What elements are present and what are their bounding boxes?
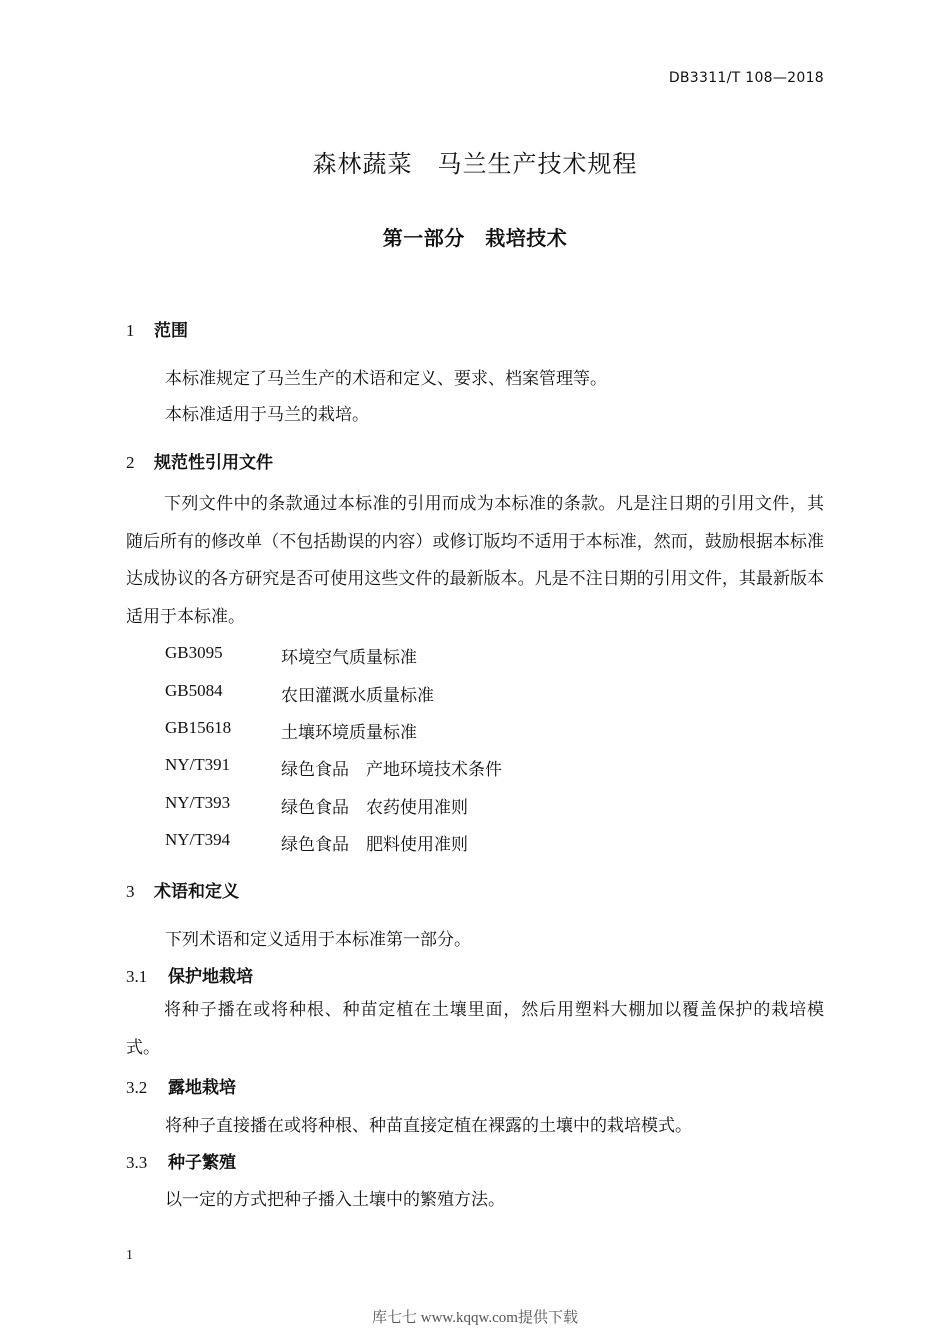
section-title: 规范性引用文件	[154, 453, 273, 473]
reference-title: 土壤环境质量标准	[281, 723, 417, 742]
reference-title: 绿色食品 产地环境技术条件	[281, 760, 502, 779]
reference-code: GB3095	[165, 643, 223, 662]
reference-code: NY/T393	[165, 793, 231, 812]
term-3-3-heading	[126, 1148, 236, 1173]
paragraph: 本标准规定了马兰生产的术语和定义、要求、档案管理等。	[165, 369, 607, 388]
reference-code: GB5084	[165, 681, 223, 700]
page-number: 1	[126, 1248, 133, 1263]
term-number: 3.2	[126, 1078, 148, 1097]
paragraph: 本标准适用于马兰的栽培。	[165, 405, 369, 424]
term-definition: 将种子直接播在或将种根、种苗直接定植在裸露的土壤中的栽培模式。	[165, 1116, 692, 1135]
document-title: 森林蔬菜 马兰生产技术规程	[312, 150, 638, 178]
paragraph: 下列术语和定义适用于本标准第一部分。	[165, 930, 471, 949]
document-subtitle: 第一部分 栽培技术	[382, 226, 568, 250]
section-1-heading	[126, 316, 188, 341]
paragraph: 下列文件中的条款通过本标准的引用而成为本标准的条款。凡是注日期的引用文件，其随后所有的修改单（不包括勘误的内容）或修订版均不适用于本标准，然而，鼓励根据本标准达成协议的各方研究是否可使用这些文件的最新版本。凡是不注日期的引用文件，其最新版本适用于本标准。	[126, 494, 824, 626]
term-title: 露地栽培	[168, 1078, 236, 1098]
section-title: 范围	[154, 321, 188, 341]
section-number: 3	[126, 882, 135, 901]
section-2-heading	[126, 448, 273, 473]
reference-code: NY/T394	[165, 830, 231, 849]
section-3-heading	[126, 877, 239, 902]
reference-title: 绿色食品 农药使用准则	[281, 798, 468, 817]
term-definition: 将种子播在或将种根、种苗定植在土壤里面，然后用塑料大棚加以覆盖保护的栽培模式。	[126, 1000, 824, 1057]
reference-title: 绿色食品 肥料使用准则	[281, 835, 468, 854]
term-3-1-heading	[126, 962, 253, 987]
download-footer: 库七七 www.kqqw.com提供下载	[372, 1310, 578, 1326]
term-title: 保护地栽培	[168, 967, 253, 987]
term-number: 3.3	[126, 1153, 148, 1172]
term-number: 3.1	[126, 967, 148, 986]
term-3-2-heading	[126, 1073, 236, 1098]
reference-title: 环境空气质量标准	[281, 648, 417, 667]
section-number: 2	[126, 453, 135, 472]
reference-code: NY/T391	[165, 755, 231, 774]
term-title: 种子繁殖	[168, 1153, 236, 1173]
reference-code: GB15618	[165, 718, 232, 737]
document-code: DB3311/T 108—2018	[668, 70, 824, 86]
term-definition: 以一定的方式把种子播入土壤中的繁殖方法。	[165, 1190, 505, 1209]
reference-title: 农田灌溉水质量标准	[281, 686, 434, 705]
section-number: 1	[126, 321, 135, 340]
section-title: 术语和定义	[154, 882, 239, 902]
